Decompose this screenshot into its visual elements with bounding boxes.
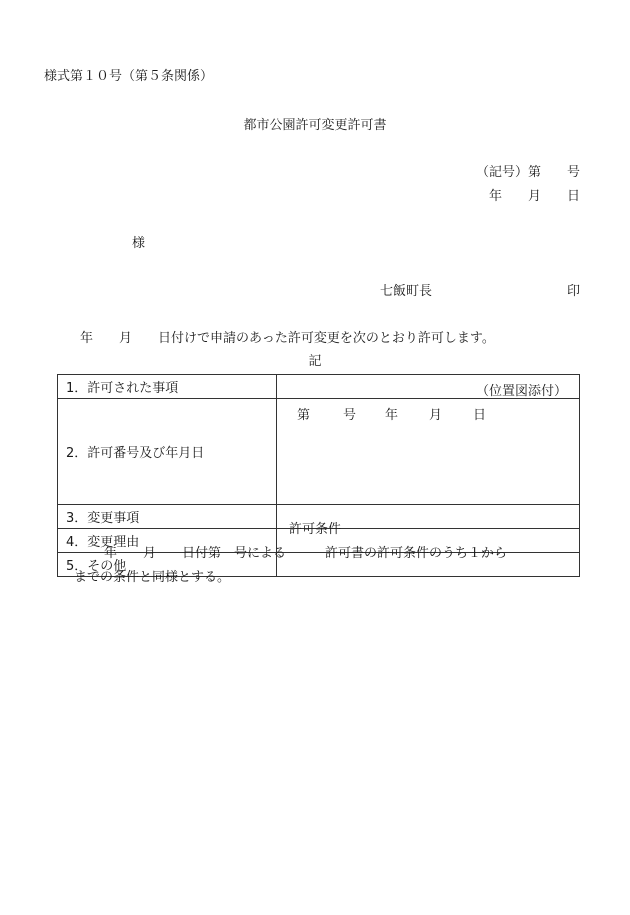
row-value [277,375,580,399]
day-label: 日 [473,408,487,423]
year-label: 年 [385,408,399,423]
row-label: 5．その他 [58,553,277,577]
table-row [58,375,580,399]
conditions-title: 許可条件 [288,522,341,537]
number-suffix: 号 [343,408,357,423]
document-title: 都市公園許可変更許可書 [243,118,387,133]
form-number: 様式第１０号（第５条関係） [44,69,214,84]
row-label: 3．変更事項 [58,505,277,529]
month-label: 月 [429,408,443,423]
table-row [58,399,580,505]
body-text: 年 月 日付けで申請のあった許可変更を次のとおり許可します。 [80,331,495,346]
issuer: 七飯町長 [380,284,433,299]
issue-date: 年 月 日 [488,189,580,204]
row-value-text: （位置図添付） [475,384,567,399]
number-prefix: 第 [297,408,311,423]
conditions-line-1: 年 月 日付第 号による 許可書の許可条件のうち１から [104,546,508,561]
row-value [277,399,580,505]
seal-mark: 印 [566,284,580,299]
row-label: 4．変更理由 [58,529,277,553]
conditions-line-2: までの条件と同様とする。 [74,570,231,585]
ki-heading: 記 [308,354,322,369]
row-label: 1．許可された事項 [58,375,277,399]
reference-number: （記号）第 号 [475,165,580,180]
row-label: 2．許可番号及び年月日 [58,399,277,505]
addressee: 様 [132,236,146,251]
